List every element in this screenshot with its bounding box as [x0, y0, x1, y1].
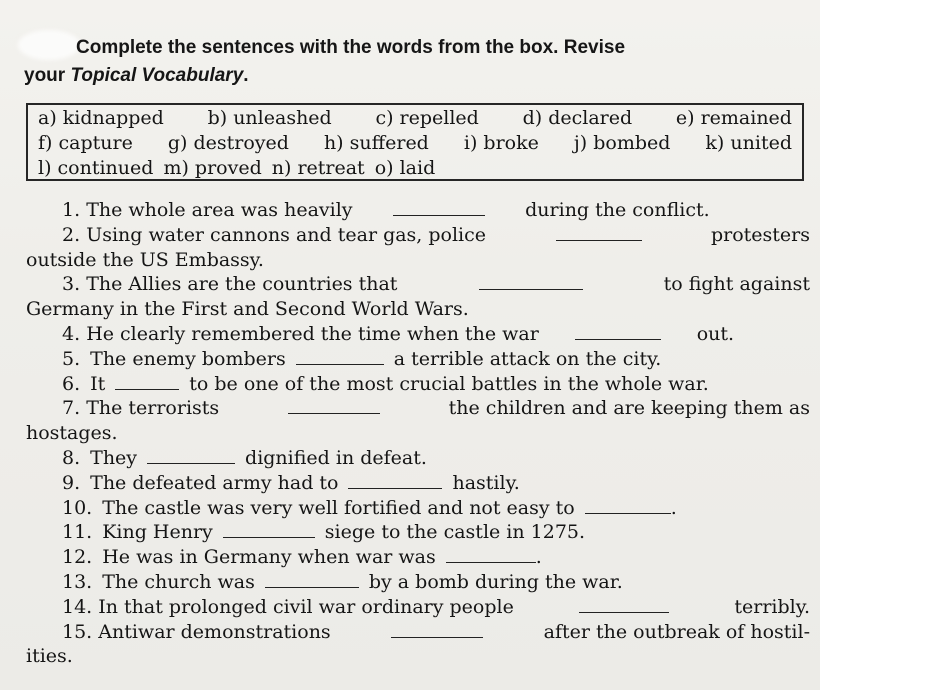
text-fragment: .: [243, 65, 249, 86]
word-option: b) unleashed: [207, 107, 332, 129]
sentence-2: [26, 223, 810, 248]
text-fragment: He clearly remembered the time when the war: [86, 322, 539, 345]
text-fragment: Antiwar demonstrations: [98, 620, 331, 643]
text-fragment: 1.: [62, 199, 81, 221]
text-fragment: during the conflict.: [525, 199, 710, 221]
sentence-segment: [80, 347, 90, 372]
sentence-13: [26, 570, 810, 595]
text-fragment: The terrorists: [86, 397, 220, 420]
text-fragment: 2.: [62, 223, 81, 246]
sentence-3-continued: [26, 297, 810, 322]
sentence-15: [26, 620, 810, 645]
exercise-instructions: [24, 34, 814, 90]
topical-vocabulary-label: Topical Vocabulary: [70, 65, 244, 86]
sentence-3: [26, 272, 810, 297]
sentence-7: [26, 396, 810, 421]
text-fragment: to be one of the most crucial battles in the whole war.: [189, 372, 709, 395]
word-option: m) proved: [163, 157, 262, 179]
text-fragment: to fight against: [663, 273, 810, 296]
text-fragment: dignified in defeat.: [245, 446, 427, 469]
word-option: i) broke: [463, 132, 539, 154]
sentence-7-continued: [26, 421, 810, 446]
text-fragment: .: [670, 496, 677, 519]
sentence-segment: [62, 595, 514, 620]
sentence-segment: [338, 471, 348, 496]
text-fragment: The whole area was heavily: [86, 199, 353, 221]
word-option: f) capture: [38, 132, 133, 154]
sentence-9: [26, 471, 810, 496]
word-option: g) destroyed: [167, 132, 289, 154]
sentence-15-continued: [26, 644, 810, 669]
word-option: e) remained: [675, 107, 792, 129]
sentence-segment: [575, 496, 585, 521]
text-fragment: out.: [696, 322, 735, 345]
answer-blank: [265, 570, 359, 588]
sentence-8: [26, 446, 810, 471]
sentence-12: [26, 545, 810, 570]
answer-blank: [479, 272, 583, 290]
text-fragment: terribly.: [734, 595, 810, 618]
sentence-segment: [750, 198, 810, 223]
sentence-segment: [92, 520, 102, 545]
text-fragment: They: [90, 446, 138, 469]
text-fragment: 15.: [62, 620, 93, 643]
answer-blank: [296, 347, 384, 365]
text-fragment: 4.: [62, 322, 81, 345]
text-fragment: after the outbreak of hostil-: [543, 620, 810, 643]
sentence-segment: [62, 198, 353, 223]
text-fragment: your: [24, 65, 71, 86]
sentence-segment: [315, 520, 325, 545]
answer-blank: [556, 223, 642, 241]
sentence-segment: [436, 545, 446, 570]
text-fragment: The enemy bombers: [90, 347, 286, 370]
instructions-line-1: Complete the sentences with the words from the box. Revise: [76, 37, 626, 58]
word-option: j) bombed: [573, 132, 671, 154]
answer-blank: [147, 446, 235, 464]
word-option: o) laid: [374, 157, 436, 179]
word-box: [26, 103, 804, 181]
word-option: a) kidnapped: [38, 107, 164, 129]
text-fragment: Using water cannons and tear gas, police: [86, 223, 487, 246]
text-fragment: 8.: [62, 446, 81, 469]
answer-blank: [115, 372, 179, 390]
word-box-row-2: [38, 131, 792, 156]
text-fragment: 13.: [62, 570, 93, 593]
text-fragment: ities.: [26, 645, 73, 668]
sentence-segment: [384, 347, 394, 372]
answer-blank: [393, 198, 485, 216]
sentence-1: [26, 198, 810, 223]
sentence-14: [26, 595, 810, 620]
text-fragment: King Henry: [102, 521, 213, 544]
sentence-4: [26, 322, 810, 347]
sentence-segment: [80, 446, 90, 471]
exercise-sentences: [26, 198, 810, 669]
sentence-segment: [213, 520, 223, 545]
instructions-line-2: [24, 62, 814, 90]
sentence-segment: [255, 570, 265, 595]
sentence-segment: [62, 223, 486, 248]
text-fragment: hastily.: [452, 471, 520, 494]
text-fragment: 14.: [62, 595, 93, 618]
sentence-11: [26, 520, 810, 545]
answer-blank: [288, 396, 380, 414]
text-fragment: 12.: [62, 546, 93, 569]
text-fragment: a terrible attack on the city.: [393, 347, 662, 370]
sentence-10: [26, 496, 810, 521]
sentence-segment: [62, 322, 539, 347]
text-fragment: 9.: [62, 471, 81, 494]
text-fragment: It: [90, 372, 106, 395]
sentence-segment: [442, 471, 452, 496]
sentence-segment: [286, 347, 296, 372]
sentence-segment: [80, 372, 90, 397]
sentence-segment: [105, 372, 115, 397]
text-fragment: Germany in the First and Second World Wars.: [26, 298, 469, 321]
text-fragment: The defeated army had to: [90, 471, 339, 494]
word-box-row-1: [38, 106, 792, 131]
word-option: n) retreat: [271, 157, 365, 179]
text-fragment: The Allies are the countries that: [86, 273, 398, 296]
answer-blank: [446, 545, 536, 563]
sentence-segment: [62, 396, 219, 421]
sentence-segment: [62, 620, 331, 645]
text-fragment: siege to the castle in 1275.: [324, 521, 586, 544]
text-fragment: protesters: [710, 223, 810, 246]
text-fragment: 3.: [62, 273, 81, 296]
text-fragment: In that prolonged civil war ordinary people: [98, 595, 514, 618]
sentence-segment: [92, 570, 102, 595]
word-option: d) declared: [522, 107, 633, 129]
sentence-segment: [62, 272, 397, 297]
text-fragment: The church was: [102, 570, 255, 593]
answer-blank: [585, 496, 671, 514]
word-option: c) repelled: [375, 107, 479, 129]
text-fragment: hostages.: [26, 422, 118, 445]
word-option: l) continued: [38, 157, 154, 179]
text-fragment: The castle was very well fortified and not easy to: [102, 496, 575, 519]
sentence-segment: [80, 471, 90, 496]
text-fragment: He was in Germany when war was: [102, 546, 436, 569]
sentence-segment: [179, 372, 189, 397]
word-box-row-3: [38, 156, 792, 181]
sentence-segment: [770, 322, 810, 347]
sentence-segment: [359, 570, 369, 595]
text-fragment: 6.: [62, 372, 81, 395]
text-fragment: 10.: [62, 496, 93, 519]
answer-blank: [575, 322, 661, 340]
sentence-segment: [235, 446, 245, 471]
text-fragment: outside the US Embassy.: [26, 248, 264, 271]
answer-blank: [348, 471, 442, 489]
word-option: k) united: [705, 132, 792, 154]
text-fragment: 11.: [62, 521, 93, 544]
sentence-segment: [92, 545, 102, 570]
word-option: h) suffered: [323, 132, 429, 154]
answer-blank: [391, 620, 483, 638]
sentence-segment: [137, 446, 147, 471]
sentence-segment: [92, 496, 102, 521]
sentence-2-continued: [26, 248, 810, 273]
answer-blank: [223, 520, 315, 538]
text-fragment: 7.: [62, 397, 81, 420]
text-fragment: 5.: [62, 347, 81, 370]
text-fragment: .: [535, 546, 542, 569]
sentence-5: [26, 347, 810, 372]
sentence-6: [26, 372, 810, 397]
answer-blank: [579, 595, 669, 613]
text-fragment: by a bomb during the war.: [368, 570, 623, 593]
text-fragment: the children and are keeping them as: [448, 397, 810, 420]
